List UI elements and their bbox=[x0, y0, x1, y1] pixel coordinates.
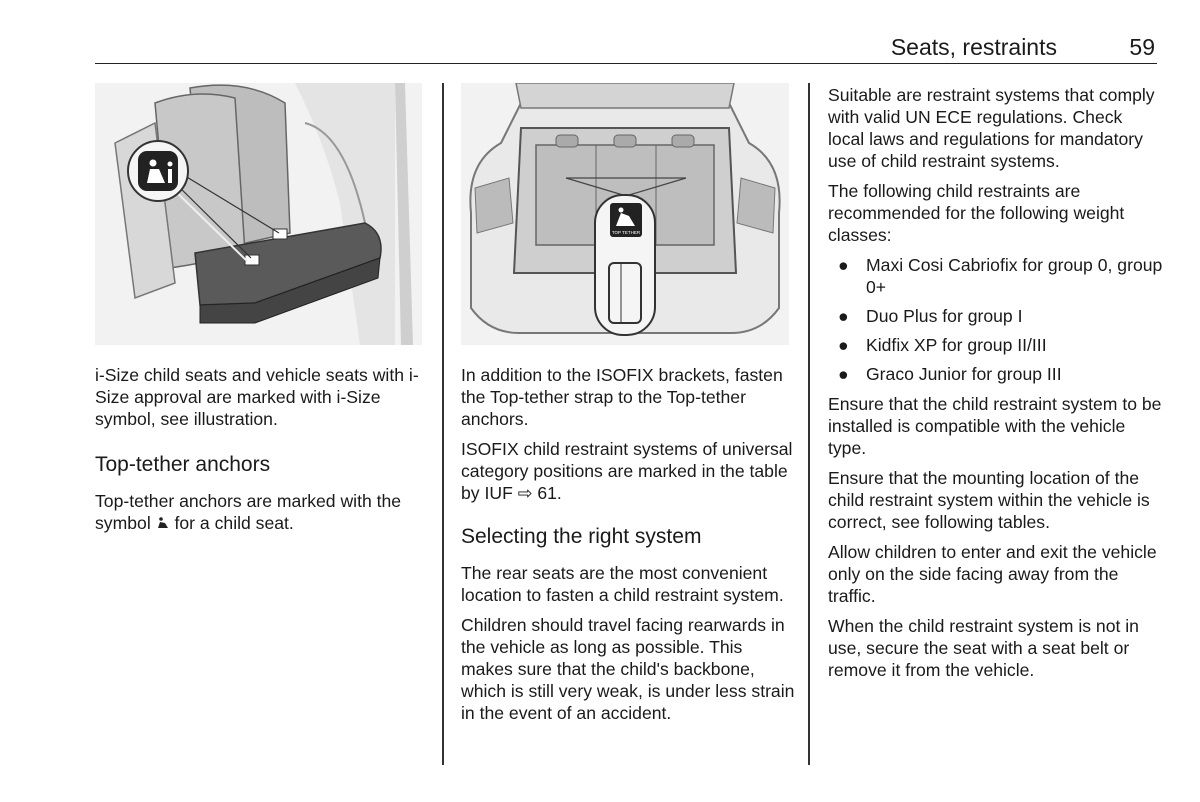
section-title: Seats, restraints bbox=[890, 34, 1057, 60]
page-ref: 61. bbox=[532, 483, 562, 503]
top-tether-icon bbox=[156, 516, 170, 530]
paragraph-rearwards: Children should travel facing rearwards in the vehicle as long as possible. This makes sure that the child's backbone, which is still very weak, is under less strain in the event of an accident. bbox=[461, 615, 795, 723]
column-divider-1 bbox=[442, 83, 444, 765]
arrow-right-icon: ⇨ bbox=[517, 483, 533, 503]
paragraph-mounting-location: Ensure that the mounting location of the child restraint system within the vehicle is correct, see following tables. bbox=[828, 468, 1150, 532]
heading-top-tether: Top-tether anchors bbox=[95, 453, 271, 476]
text-span: for a child seat. bbox=[169, 513, 294, 533]
list-item-text: Graco Junior for group III bbox=[866, 364, 1062, 384]
list-item bbox=[828, 305, 1163, 327]
paragraph-compatible: Ensure that the child restraint system to be installed is compatible with the vehicle type. bbox=[828, 394, 1162, 458]
list-item-text: Duo Plus for group I bbox=[866, 306, 1023, 326]
paragraph-rear-seats: The rear seats are the most convenient location to fasten a child restraint system. bbox=[461, 563, 784, 605]
figure-caption: i-Size child seats and vehicle seats with i-Size approval are marked with i-Size symbol, see illustration. bbox=[95, 365, 419, 429]
column-2 bbox=[461, 364, 796, 732]
paragraph-universal bbox=[461, 438, 796, 504]
rear-seat-figure bbox=[95, 83, 422, 345]
paragraph-enter-exit: Allow children to enter and exit the vehicle only on the side facing away from the traffic. bbox=[828, 542, 1157, 606]
header-rule bbox=[95, 63, 1157, 64]
trunk-figure bbox=[461, 83, 789, 345]
list-item bbox=[828, 254, 1163, 298]
bullet-icon: ● bbox=[838, 306, 849, 326]
list-item bbox=[828, 334, 1163, 356]
top-tether-icon bbox=[610, 203, 642, 237]
column-1 bbox=[95, 364, 425, 542]
bullet-icon: ● bbox=[838, 335, 849, 355]
list-item-text: Kidfix XP for group II/III bbox=[866, 335, 1047, 355]
child-restraint-list bbox=[828, 254, 1163, 385]
page-number: 59 bbox=[1129, 34, 1155, 60]
paragraph-un-ece: Suitable are restraint systems that comply with valid UN ECE regulations. Check local laws and regulations for mandatory use of child restraint systems. bbox=[828, 85, 1155, 171]
bullet-icon: ● bbox=[838, 255, 849, 275]
text-span: Top-tether anchors are marked with the symbol bbox=[95, 491, 402, 533]
badge-text: TOP TETHER bbox=[611, 230, 641, 235]
page-header bbox=[95, 30, 1157, 64]
list-item bbox=[828, 363, 1163, 385]
bullet-icon: ● bbox=[838, 364, 849, 384]
list-item-text: Maxi Cosi Cabriofix for group 0, group 0+ bbox=[866, 255, 1163, 297]
paragraph-recommended: The following child restraints are recommended for the following weight classes: bbox=[828, 181, 1125, 245]
heading-selecting-system: Selecting the right system bbox=[461, 525, 702, 548]
text-span: ISOFIX child restraint systems of universal category positions are marked in the table by IUF bbox=[461, 439, 793, 503]
paragraph-not-in-use: When the child restraint system is not in use, secure the seat with a seat belt or remove it from the vehicle. bbox=[828, 616, 1139, 680]
top-tether-paragraph bbox=[95, 490, 425, 534]
column-3 bbox=[828, 84, 1163, 689]
paragraph-isofix: In addition to the ISOFIX brackets, fasten the Top-tether strap to the Top-tether anchors. bbox=[461, 365, 783, 429]
isize-icon bbox=[128, 141, 188, 201]
column-divider-2 bbox=[808, 83, 810, 765]
